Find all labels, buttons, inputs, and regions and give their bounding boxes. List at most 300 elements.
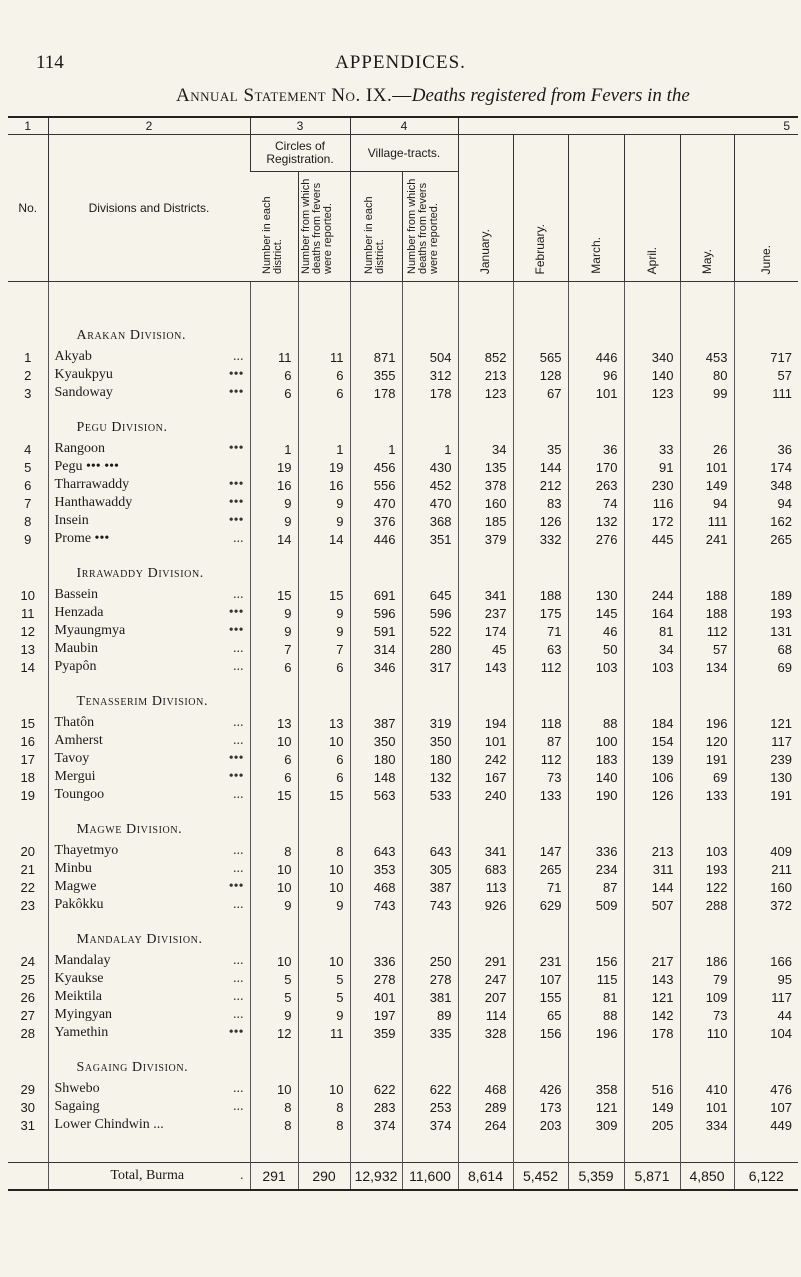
- leader-dots: •••: [228, 623, 244, 638]
- district-name: [48, 1098, 250, 1116]
- value-cell: 265: [734, 530, 798, 548]
- value-cell: 91: [624, 458, 680, 476]
- leader-dots: •••: [228, 441, 244, 456]
- value-cell: 1: [298, 440, 350, 458]
- value-cell: 743: [402, 896, 458, 914]
- district-name: [48, 366, 250, 384]
- value-cell: 446: [568, 348, 624, 366]
- row-number: 2: [24, 367, 32, 383]
- row-number: 27: [20, 1007, 35, 1023]
- value-cell: 6: [250, 366, 298, 384]
- district-label: Pyapôn: [54, 659, 97, 674]
- value-cell: 207: [458, 988, 513, 1006]
- value-cell: 175: [513, 604, 568, 622]
- value-cell: 10: [298, 860, 350, 878]
- district-name: [48, 530, 250, 548]
- leader-dots: ...: [233, 861, 244, 876]
- value-cell: 83: [513, 494, 568, 512]
- district-label: Sagaing: [54, 1099, 100, 1114]
- value-cell: 87: [568, 878, 624, 896]
- value-cell: 101: [458, 732, 513, 750]
- empty-cell: [298, 402, 350, 440]
- leader-dots: ...: [233, 349, 244, 364]
- value-cell: 174: [734, 458, 798, 476]
- value-cell: 111: [734, 384, 798, 402]
- empty-cell: [350, 402, 402, 440]
- division-name: Irrawaddy Division.: [48, 548, 250, 586]
- value-cell: 8: [298, 842, 350, 860]
- empty-cell: [734, 548, 798, 586]
- value-cell: 139: [624, 750, 680, 768]
- table-row: [8, 440, 798, 458]
- value-cell: 140: [624, 366, 680, 384]
- value-cell: 7: [250, 640, 298, 658]
- total-value: 290: [298, 1163, 350, 1191]
- leader-dots: •••: [228, 879, 244, 894]
- division-name: Pegu Division.: [48, 402, 250, 440]
- value-cell: 133: [513, 786, 568, 804]
- value-cell: 116: [624, 494, 680, 512]
- value-cell: 476: [734, 1080, 798, 1098]
- division-name: Mandalay Division.: [48, 914, 250, 952]
- value-cell: 189: [734, 586, 798, 604]
- value-cell: 9: [250, 512, 298, 530]
- empty-cell: [624, 804, 680, 842]
- empty-cell: [350, 676, 402, 714]
- value-cell: 250: [402, 952, 458, 970]
- value-cell: 336: [350, 952, 402, 970]
- value-cell: 81: [624, 622, 680, 640]
- empty-cell: [734, 1042, 798, 1080]
- col-number-4: 4: [350, 117, 458, 135]
- value-cell: 196: [568, 1024, 624, 1042]
- division-heading-row: [8, 548, 798, 586]
- district-name: [48, 622, 250, 640]
- value-cell: 11: [298, 348, 350, 366]
- district-name: [48, 842, 250, 860]
- district-label: Myaungmya: [54, 623, 126, 638]
- value-cell: 340: [624, 348, 680, 366]
- value-cell: 36: [734, 440, 798, 458]
- table-row: [8, 786, 798, 804]
- row-number: 16: [20, 733, 35, 749]
- row-number: 9: [24, 531, 32, 547]
- value-cell: 278: [402, 970, 458, 988]
- col-number-5: 5: [458, 117, 798, 135]
- empty-cell: [513, 1134, 568, 1163]
- value-cell: 311: [624, 860, 680, 878]
- value-cell: 378: [458, 476, 513, 494]
- district-label: Lower Chindwin ...: [54, 1117, 164, 1132]
- value-cell: 178: [402, 384, 458, 402]
- value-cell: 10: [250, 952, 298, 970]
- row-number: 1: [24, 349, 32, 365]
- leader-dots: ...: [233, 897, 244, 912]
- table-row: [8, 842, 798, 860]
- value-cell: 264: [458, 1116, 513, 1134]
- value-cell: 280: [402, 640, 458, 658]
- value-cell: 350: [402, 732, 458, 750]
- table-row: [8, 512, 798, 530]
- empty-cell: [680, 548, 734, 586]
- total-value: 11,600: [402, 1163, 458, 1191]
- value-cell: 504: [402, 348, 458, 366]
- value-cell: 46: [568, 622, 624, 640]
- header-spacer: [8, 282, 798, 311]
- value-cell: 9: [298, 1006, 350, 1024]
- table-row: [8, 860, 798, 878]
- value-cell: 8: [250, 1098, 298, 1116]
- value-cell: 9: [250, 494, 298, 512]
- value-cell: 126: [624, 786, 680, 804]
- district-label: Sandoway: [54, 385, 113, 400]
- statement-subject: Deaths registered from Fevers in the: [411, 85, 690, 106]
- empty-cell: [458, 804, 513, 842]
- value-cell: 211: [734, 860, 798, 878]
- total-no: [8, 1163, 48, 1191]
- value-cell: 117: [734, 732, 798, 750]
- division-name: Tenasserim Division.: [48, 676, 250, 714]
- value-cell: 94: [734, 494, 798, 512]
- value-cell: 121: [734, 714, 798, 732]
- table-row: [8, 1024, 798, 1042]
- value-cell: 15: [298, 786, 350, 804]
- row-number: 11: [21, 605, 35, 621]
- value-cell: 101: [568, 384, 624, 402]
- leader-dots: ...: [233, 843, 244, 858]
- value-cell: 133: [680, 786, 734, 804]
- value-cell: 148: [350, 768, 402, 786]
- empty-cell: [458, 1134, 513, 1163]
- value-cell: 212: [513, 476, 568, 494]
- value-cell: 103: [568, 658, 624, 676]
- value-cell: 353: [350, 860, 402, 878]
- value-cell: 871: [350, 348, 402, 366]
- value-cell: 112: [680, 622, 734, 640]
- value-cell: 191: [734, 786, 798, 804]
- value-cell: 73: [680, 1006, 734, 1024]
- value-cell: 143: [458, 658, 513, 676]
- district-label: Pegu ••• •••: [54, 459, 119, 474]
- value-cell: 374: [350, 1116, 402, 1134]
- value-cell: 103: [624, 658, 680, 676]
- value-cell: 120: [680, 732, 734, 750]
- value-cell: 387: [402, 878, 458, 896]
- empty-cell: [350, 548, 402, 586]
- district-name: [48, 786, 250, 804]
- table-row: [8, 952, 798, 970]
- empty-cell: [458, 310, 513, 348]
- empty-cell: [402, 402, 458, 440]
- value-cell: 104: [734, 1024, 798, 1042]
- total-label: [48, 1163, 250, 1191]
- empty-cell: [624, 676, 680, 714]
- value-cell: 217: [624, 952, 680, 970]
- header-february: February.: [513, 135, 568, 282]
- total-value: 6,122: [734, 1163, 798, 1191]
- empty-cell: [734, 804, 798, 842]
- value-cell: 565: [513, 348, 568, 366]
- header-tracts-reported: Number from which deaths from fevers were reported.: [402, 172, 458, 282]
- district-label: Thayetmyo: [54, 843, 119, 858]
- value-cell: 14: [298, 530, 350, 548]
- value-cell: 173: [513, 1098, 568, 1116]
- empty-cell: [568, 804, 624, 842]
- total-value: 5,871: [624, 1163, 680, 1191]
- empty-cell: [48, 1134, 250, 1163]
- empty-cell: [402, 914, 458, 952]
- value-cell: 178: [350, 384, 402, 402]
- district-name: [48, 860, 250, 878]
- value-cell: 6: [298, 384, 350, 402]
- division-heading-row: [8, 1042, 798, 1080]
- district-label: Mergui: [54, 769, 96, 784]
- header-january: January.: [458, 135, 513, 282]
- row-number: 30: [20, 1099, 35, 1115]
- header-divisions: Divisions and Districts.: [48, 135, 250, 282]
- value-cell: 516: [624, 1080, 680, 1098]
- value-cell: 368: [402, 512, 458, 530]
- district-label: Henzada: [54, 605, 104, 620]
- value-cell: 314: [350, 640, 402, 658]
- division-name: Arakan Division.: [48, 310, 250, 348]
- row-number: 13: [20, 641, 35, 657]
- table-row: [8, 658, 798, 676]
- value-cell: 213: [624, 842, 680, 860]
- header-village-tracts: Village-tracts.: [350, 135, 458, 172]
- division-heading-row: [8, 676, 798, 714]
- value-cell: 348: [734, 476, 798, 494]
- value-cell: 170: [568, 458, 624, 476]
- empty-cell: [513, 310, 568, 348]
- value-cell: 183: [568, 750, 624, 768]
- value-cell: 186: [680, 952, 734, 970]
- value-cell: 359: [350, 1024, 402, 1042]
- value-cell: 629: [513, 896, 568, 914]
- value-cell: 132: [402, 768, 458, 786]
- value-cell: 197: [350, 1006, 402, 1024]
- value-cell: 114: [458, 1006, 513, 1024]
- value-cell: 335: [402, 1024, 458, 1042]
- empty-cell: [513, 402, 568, 440]
- header-circles-reported: Number from which deaths from fevers were reported.: [298, 172, 350, 282]
- row-number: 25: [20, 971, 35, 987]
- value-cell: 167: [458, 768, 513, 786]
- empty-cell: [402, 548, 458, 586]
- total-value: 5,359: [568, 1163, 624, 1191]
- empty-cell: [250, 676, 298, 714]
- value-cell: 1: [402, 440, 458, 458]
- empty-cell: [250, 1134, 298, 1163]
- value-cell: 145: [568, 604, 624, 622]
- value-cell: 100: [568, 732, 624, 750]
- district-name: [48, 640, 250, 658]
- empty-cell: [568, 676, 624, 714]
- value-cell: 6: [298, 658, 350, 676]
- value-cell: 247: [458, 970, 513, 988]
- value-cell: 110: [680, 1024, 734, 1042]
- value-cell: 332: [513, 530, 568, 548]
- value-cell: 6: [250, 658, 298, 676]
- value-cell: 107: [513, 970, 568, 988]
- district-name: [48, 750, 250, 768]
- col-number-3: 3: [250, 117, 350, 135]
- district-name: [48, 1116, 250, 1134]
- row-number: 7: [24, 495, 32, 511]
- district-label: Bassein: [54, 587, 99, 602]
- header-april: April.: [624, 135, 680, 282]
- district-name: [48, 732, 250, 750]
- leader-dots: •••: [228, 477, 244, 492]
- district-label: Kyaukpyu: [54, 367, 113, 382]
- value-cell: 73: [513, 768, 568, 786]
- leader-dots: ...: [233, 953, 244, 968]
- empty-cell: [298, 804, 350, 842]
- row-number: 12: [20, 623, 35, 639]
- value-cell: 336: [568, 842, 624, 860]
- value-cell: 9: [250, 604, 298, 622]
- row-number: 23: [20, 897, 35, 913]
- value-cell: 184: [624, 714, 680, 732]
- empty-cell: [350, 1134, 402, 1163]
- empty-cell: [624, 548, 680, 586]
- empty-cell: [624, 1042, 680, 1080]
- value-cell: 16: [298, 476, 350, 494]
- division-heading-row: [8, 310, 798, 348]
- value-cell: 374: [402, 1116, 458, 1134]
- value-cell: 99: [680, 384, 734, 402]
- header-tracts-number: Number in each district.: [350, 172, 402, 282]
- value-cell: 533: [402, 786, 458, 804]
- row-number: 14: [20, 659, 35, 675]
- value-cell: 130: [568, 586, 624, 604]
- row-number: 26: [20, 989, 35, 1005]
- district-label: Toungoo: [54, 787, 105, 802]
- total-spacer: [8, 1134, 798, 1163]
- total-label-text: Total, Burma: [110, 1168, 185, 1183]
- district-name: [48, 1080, 250, 1098]
- table-row: [8, 640, 798, 658]
- value-cell: 6: [298, 366, 350, 384]
- row-number: 3: [24, 385, 32, 401]
- table-row: [8, 768, 798, 786]
- value-cell: 317: [402, 658, 458, 676]
- table-row: [8, 366, 798, 384]
- value-cell: 376: [350, 512, 402, 530]
- empty-cell: [250, 914, 298, 952]
- table-row: [8, 494, 798, 512]
- value-cell: 622: [402, 1080, 458, 1098]
- value-cell: 34: [624, 640, 680, 658]
- leader-dots: ...: [233, 1099, 244, 1114]
- district-name: [48, 768, 250, 786]
- table-body: [8, 282, 798, 1191]
- total-value: 8,614: [458, 1163, 513, 1191]
- value-cell: 101: [680, 458, 734, 476]
- value-cell: 507: [624, 896, 680, 914]
- district-label: Rangoon: [54, 441, 106, 456]
- leader-dots: ...: [233, 787, 244, 802]
- value-cell: 81: [568, 988, 624, 1006]
- empty-cell: [734, 676, 798, 714]
- empty-cell: [458, 1042, 513, 1080]
- empty-cell: [568, 310, 624, 348]
- value-cell: 309: [568, 1116, 624, 1134]
- value-cell: 622: [350, 1080, 402, 1098]
- header-june: June.: [734, 135, 798, 282]
- value-cell: 35: [513, 440, 568, 458]
- value-cell: 103: [680, 842, 734, 860]
- value-cell: 123: [624, 384, 680, 402]
- value-cell: 144: [624, 878, 680, 896]
- value-cell: 164: [624, 604, 680, 622]
- value-cell: 446: [350, 530, 402, 548]
- empty-cell: [624, 310, 680, 348]
- table-row: [8, 1080, 798, 1098]
- table-row: [8, 622, 798, 640]
- value-cell: 645: [402, 586, 458, 604]
- row-number: 4: [24, 441, 32, 457]
- table-row: [8, 1116, 798, 1134]
- district-label: Tharrawaddy: [54, 477, 130, 492]
- division-no: [8, 1042, 48, 1080]
- value-cell: 117: [734, 988, 798, 1006]
- total-dot: .: [240, 1168, 244, 1183]
- table-row: [8, 604, 798, 622]
- value-cell: 44: [734, 1006, 798, 1024]
- value-cell: 88: [568, 714, 624, 732]
- value-cell: 358: [568, 1080, 624, 1098]
- value-cell: 10: [298, 732, 350, 750]
- empty-cell: [513, 804, 568, 842]
- statement-prefix: Annual Statement No. IX.—: [176, 85, 412, 106]
- row-number: 18: [20, 769, 35, 785]
- district-label: Kyaukse: [54, 971, 104, 986]
- district-name: [48, 458, 250, 476]
- value-cell: 591: [350, 622, 402, 640]
- division-no: [8, 402, 48, 440]
- page-number: 114: [36, 52, 64, 73]
- division-no: [8, 804, 48, 842]
- value-cell: 691: [350, 586, 402, 604]
- value-cell: 156: [568, 952, 624, 970]
- value-cell: 240: [458, 786, 513, 804]
- group-header-row: [8, 135, 798, 172]
- value-cell: 283: [350, 1098, 402, 1116]
- empty-cell: [458, 914, 513, 952]
- empty-cell: [458, 548, 513, 586]
- district-name: [48, 658, 250, 676]
- district-name: [48, 440, 250, 458]
- division-no: [8, 548, 48, 586]
- leader-dots: ...: [233, 733, 244, 748]
- empty-cell: [250, 804, 298, 842]
- row-number: 21: [20, 861, 35, 877]
- empty-cell: [734, 1134, 798, 1163]
- value-cell: 445: [624, 530, 680, 548]
- value-cell: 288: [680, 896, 734, 914]
- district-name: [48, 952, 250, 970]
- value-cell: 9: [298, 622, 350, 640]
- empty-cell: [624, 914, 680, 952]
- district-name: [48, 970, 250, 988]
- division-no: [8, 914, 48, 952]
- value-cell: 71: [513, 622, 568, 640]
- value-cell: 522: [402, 622, 458, 640]
- district-label: Prome •••: [54, 531, 110, 546]
- empty-cell: [250, 548, 298, 586]
- district-label: Shwebo: [54, 1081, 100, 1096]
